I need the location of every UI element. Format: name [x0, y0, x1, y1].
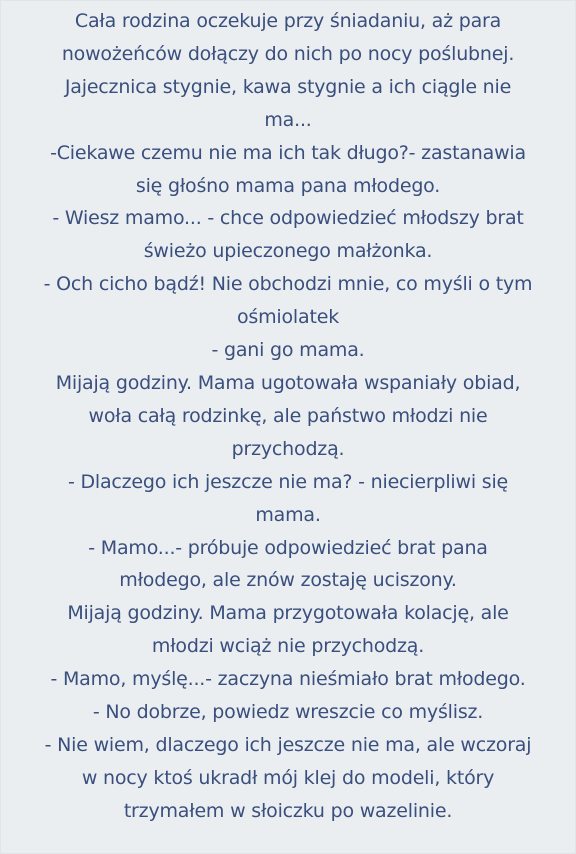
joke-line: Mijają godziny. Mama ugotowała wspaniały obiad, [55, 371, 521, 394]
joke-line: - Dlaczego ich jeszcze nie ma? - niecierpliwi się [67, 470, 509, 493]
joke-line: - Mamo...- próbuje odpowiedzieć brat pana [88, 536, 488, 559]
joke-line: - Nie wiem, dlaczego ich jeszcze nie ma, ale wczoraj [44, 733, 532, 756]
joke-line: w nocy ktoś ukradł mój klej do modeli, który [81, 766, 495, 789]
joke-line: nowożeńców dołączy do nich po nocy poślubnej. [61, 42, 515, 65]
joke-line: ośmiolatek [237, 306, 339, 329]
joke-text [7, 5, 569, 828]
joke-line: - Och cicho bądź! Nie obchodzi mnie, co myśli o tym [43, 273, 533, 296]
joke-line: - Wiesz mamo... - chce odpowiedzieć młodszy brat [52, 207, 524, 230]
joke-line: mama. [255, 503, 321, 526]
joke-line: -Ciekawe czemu nie ma ich tak długo?- zastanawia [50, 141, 526, 164]
joke-line: woła całą rodzinkę, ale państwo młodzi nie [88, 404, 488, 427]
joke-line: Jajecznica stygnie, kawa stygnie a ich ciągle nie [64, 75, 512, 98]
joke-line: trzymałem w słoiczku po wazelinie. [123, 799, 453, 822]
joke-line: - gani go mama. [211, 339, 365, 362]
joke-line: młodego, ale znów zostaję uciszony. [119, 569, 457, 592]
joke-line: Cała rodzina oczekuje przy śniadaniu, aż para [74, 10, 502, 32]
joke-line: - No dobrze, powiedz wreszcie co myślisz. [92, 701, 484, 724]
joke-line: przychodzą. [231, 437, 345, 460]
joke-line: Mijają godziny. Mama przygotowała kolację, ale [67, 602, 509, 625]
joke-line: świeżo upieczonego małżonka. [143, 240, 433, 263]
joke-line: się głośno mama pana młodego. [135, 174, 441, 197]
joke-line: - Mamo, myślę...- zaczyna nieśmiało brat młodego. [50, 668, 526, 691]
joke-line: młodzi wciąż nie przychodzą. [151, 635, 425, 658]
joke-line: ma... [264, 108, 312, 131]
